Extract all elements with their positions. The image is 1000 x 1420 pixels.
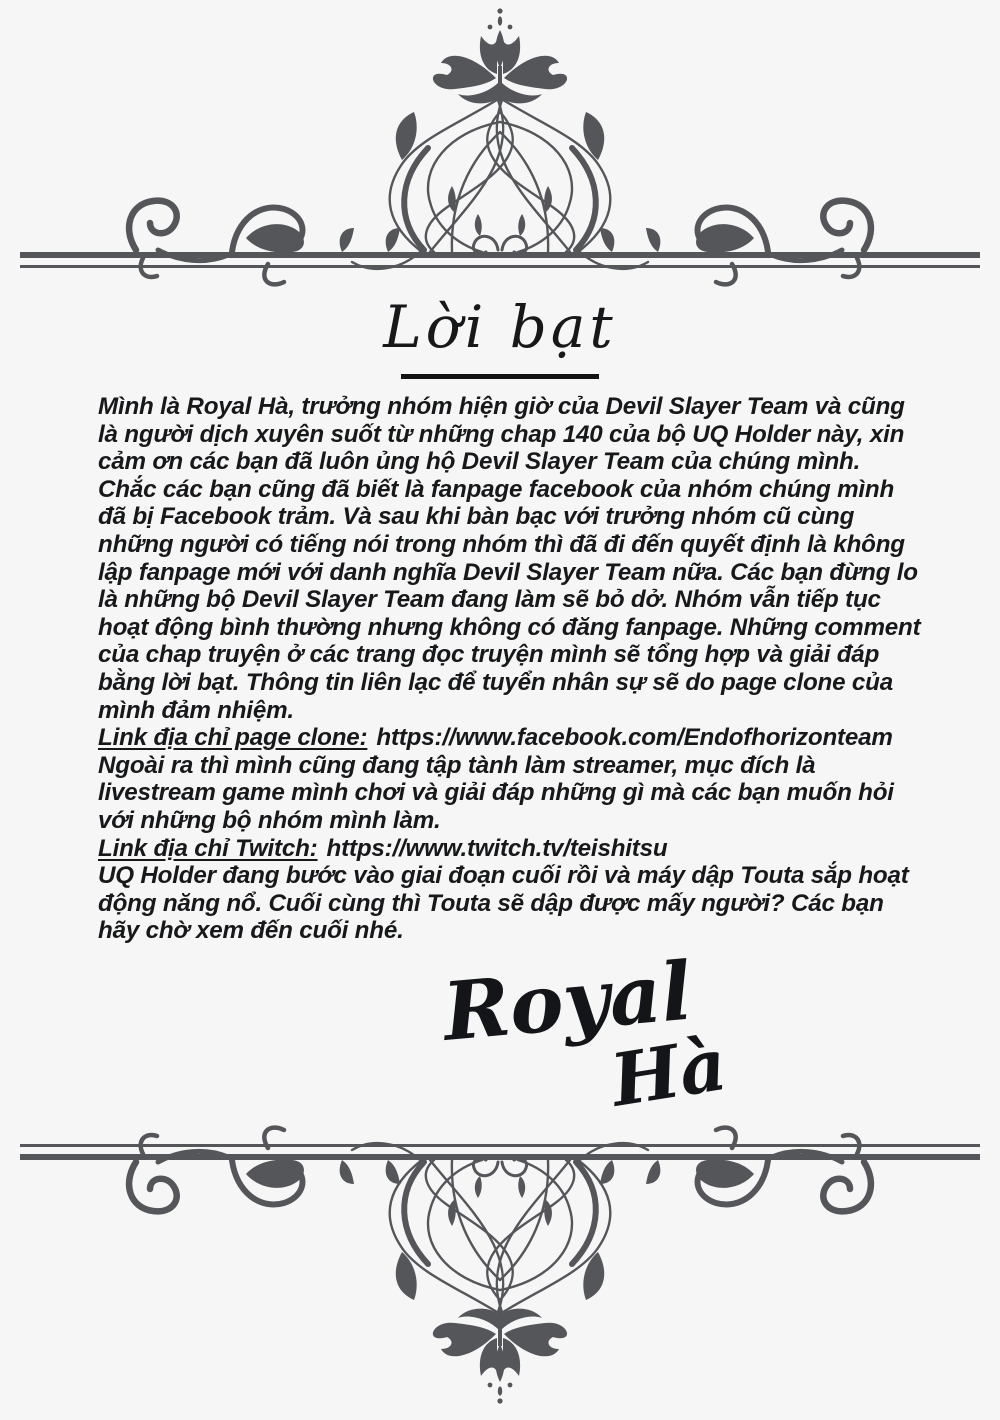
signature-last-name: Hà <box>605 1020 732 1123</box>
facebook-link-label: Link địa chỉ page clone: <box>98 724 368 752</box>
twitch-link-label: Link địa chỉ Twitch: <box>98 834 318 862</box>
top-flourish-ornament <box>0 0 1000 290</box>
paragraph-streamer: Ngoài ra thì mình cũng đang tập tành làm streamer, mục đích là livestream game mình chơi và giải đáp những gì mà các bạn muốn hỏi với những bộ nhóm mình làm. <box>98 751 894 834</box>
signature-first-name: Royal <box>439 958 696 1059</box>
twitch-link-url: https://www.twitch.tv/teishitsu <box>326 834 668 862</box>
paragraph-intro: Mình là Royal Hà, trưởng nhóm hiện giờ của Devil Slayer Team và cũng là người dịch xuyên suốt từ những chap 140 của bộ UQ Holder này, xin cảm ơn các bạn đã luôn ủng hộ Devil Slayer Team của chúng mình. Chắc các bạn cũng đã biết là fanpage facebook của nhóm chúng mình đã bị Facebook trảm. Và sau khi bàn bạc với trưởng nhóm cũ cùng những người có tiếng nói trong nhóm thì đã đi đến quyết định là không lập fanpage mới với danh nghĩa Devil Slayer Team nữa. Các bạn đừng lo là những bộ Devil Slayer Team đang làm sẽ bỏ dở. Nhóm vẫn tiếp tục hoạt động bình thường nhưng không có đăng fanpage. Những comment của chap truyện ở các trang đọc truyện mình sẽ tổng hợp và giải đáp bằng lời bạt. Thông tin liên lạc để tuyển nhân sự sẽ do page clone của mình đảm nhiệm. <box>98 393 921 724</box>
title-block <box>0 293 1000 379</box>
twitch-link-line <box>98 835 924 863</box>
paragraph-closing: UQ Holder đang bước vào giai đoạn cuối rồi và máy dập Touta sắp hoạt động năng nổ. Cuối cùng thì Touta sẽ dập được mấy người? Các bạn hãy chờ xem đến cuối nhé. <box>98 862 909 945</box>
title-underline <box>401 374 599 379</box>
bottom-flourish-ornament <box>0 1122 1000 1412</box>
facebook-link-url: https://www.facebook.com/Endofhorizonteam <box>376 724 893 752</box>
page-title: Lời bạt <box>383 293 617 361</box>
facebook-link-line <box>98 724 924 752</box>
afterword-text <box>98 393 924 945</box>
signature-block <box>428 958 798 1128</box>
